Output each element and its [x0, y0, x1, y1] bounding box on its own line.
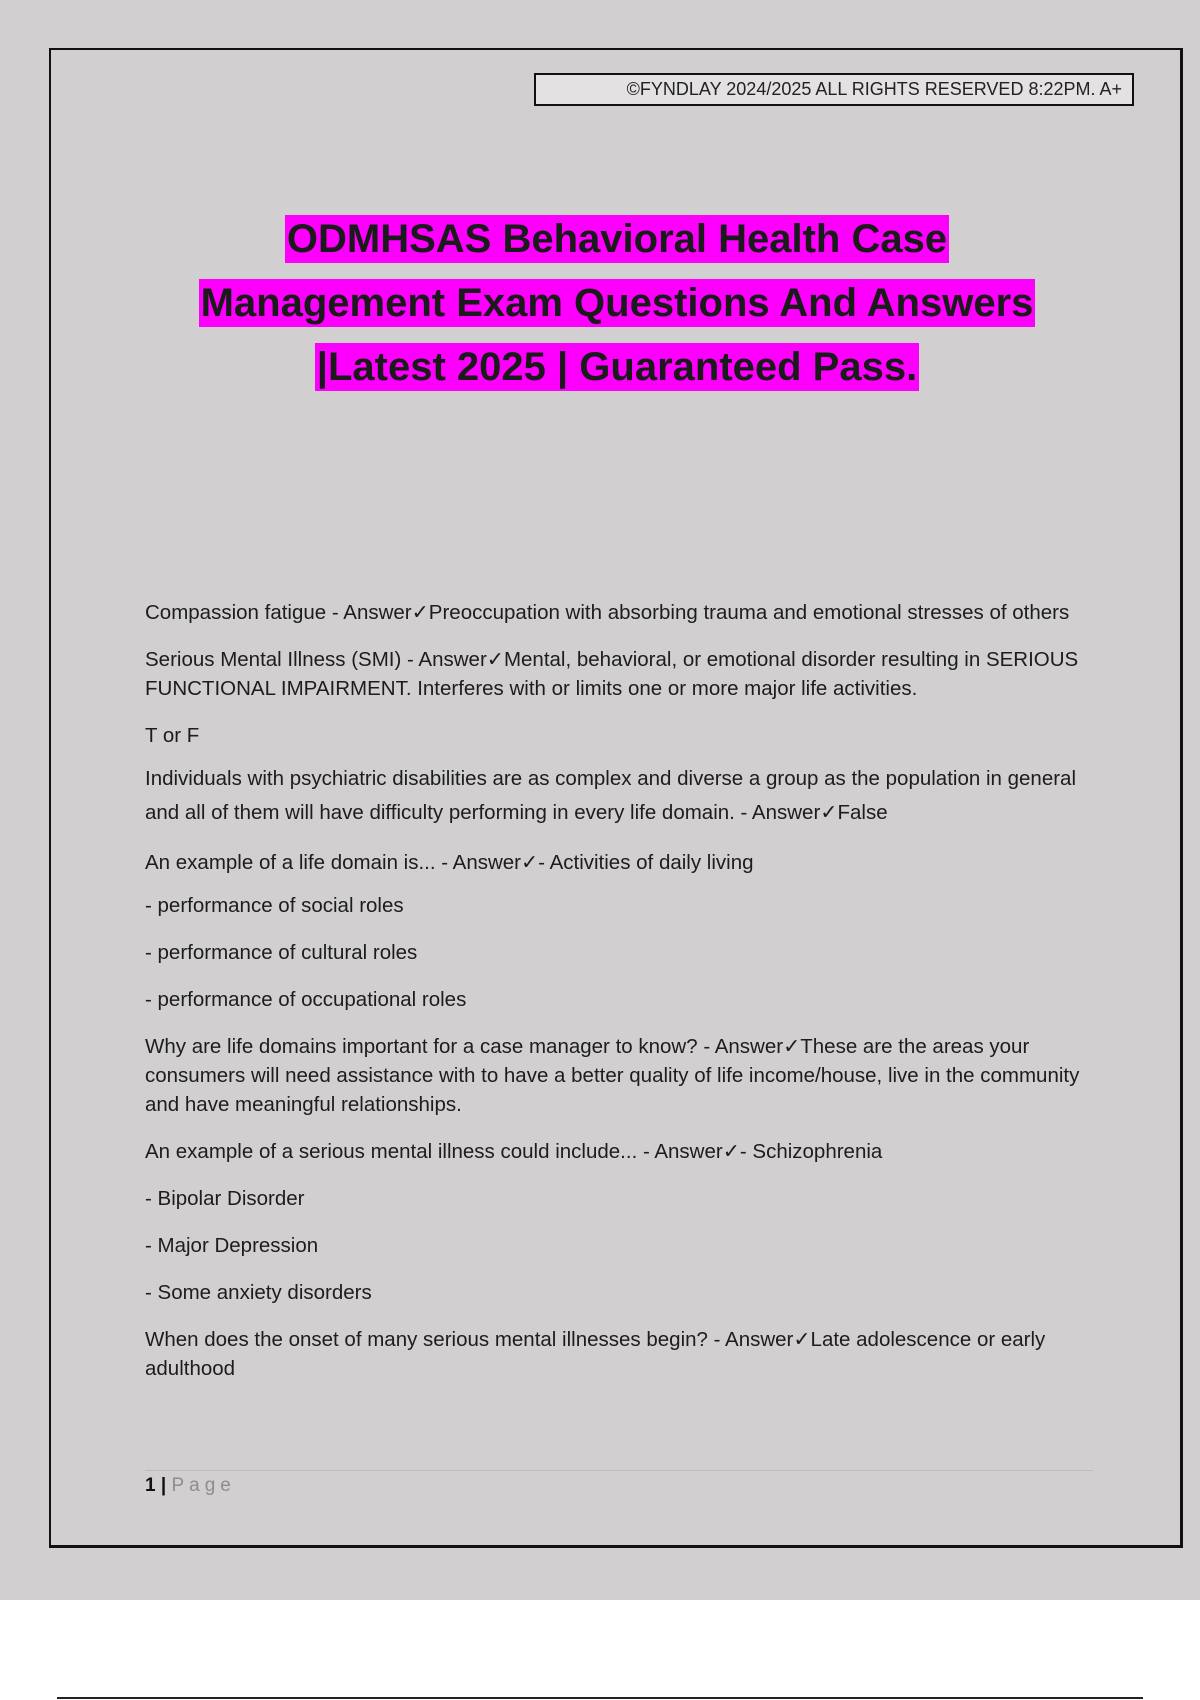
list-item: - Bipolar Disorder [145, 1187, 305, 1210]
qa-paragraph: T or F [145, 724, 200, 747]
page-number-separator: | [160, 1475, 167, 1496]
qa-paragraph: Serious Mental Illness (SMI) - Answer✓Mental, behavioral, or emotional disorder resulting in SERIOUS FUNCTIONAL IMPAIRMENT. Interferes with or limits one or more major life activities. [145, 648, 1079, 700]
qa-content [145, 598, 1095, 1401]
list-item: - performance of social roles [145, 894, 404, 917]
title-line-1: ODMHSAS Behavioral Health Case [286, 217, 948, 261]
page-number: 1 [145, 1475, 156, 1496]
title-line-3: |Latest 2025 | Guaranteed Pass. [316, 345, 918, 389]
qa-paragraph: Why are life domains important for a case manager to know? - Answer✓These are the areas your consumers will need assistance with to have a better quality of life income/house, live in the community and have meaningful relationships. [145, 1035, 1080, 1116]
list-item: - Some anxiety disorders [145, 1281, 372, 1304]
title-line-2: Management Exam Questions And Answers [200, 281, 1034, 325]
qa-paragraph: An example of a serious mental illness could include... - Answer✓- Schizophrenia [145, 1140, 883, 1163]
qa-paragraph: An example of a life domain is... - Answer✓- Activities of daily living [145, 851, 754, 874]
copyright-text: ©FYNDLAY 2024/2025 ALL RIGHTS RESERVED 8:22PM. A+ [626, 79, 1122, 99]
next-page-top-rule [57, 1697, 1143, 1699]
list-item: - Major Depression [145, 1234, 319, 1257]
copyright-header [534, 73, 1134, 106]
qa-paragraph: When does the onset of many serious mental illnesses begin? - Answer✓Late adolescence or early adulthood [145, 1328, 1046, 1380]
list-item: - performance of occupational roles [145, 988, 467, 1011]
list-item: - performance of cultural roles [145, 941, 418, 964]
page-label: Page [171, 1475, 236, 1496]
qa-paragraph: Compassion fatigue - Answer✓Preoccupation with absorbing trauma and emotional stresses of others [145, 601, 1070, 624]
document-title [130, 207, 1104, 399]
qa-paragraph: Individuals with psychiatric disabilities are as complex and diverse a group as the population in general and all of them will have difficulty performing in every life domain. - Answer✓False [145, 767, 1076, 824]
page-number-footer [145, 1475, 236, 1497]
footer-divider [145, 1470, 1093, 1471]
